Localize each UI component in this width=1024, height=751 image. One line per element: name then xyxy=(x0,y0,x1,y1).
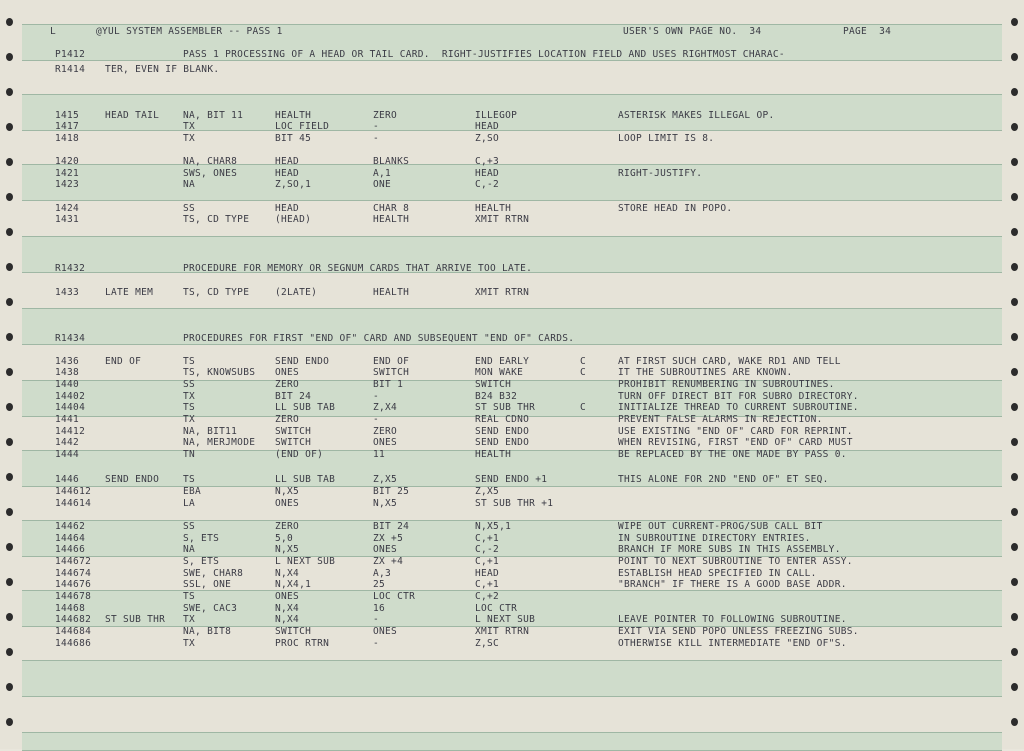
field-opcode: NA, BIT8 xyxy=(183,626,232,637)
field-f4: 25 xyxy=(373,579,386,590)
field-f4: SWITCH xyxy=(373,367,410,378)
field-comment: WIPE OUT CURRENT-PROG/SUB CALL BIT xyxy=(618,521,823,532)
field-addr: (HEAD) xyxy=(275,214,312,225)
field-loc: 1433 xyxy=(55,287,80,298)
field-comment: IT THE SUBROUTINES ARE KNOWN. xyxy=(618,367,793,378)
field-addr: ONES xyxy=(275,498,300,509)
field-opcode: TX xyxy=(183,391,196,402)
field-addr: N,X5 xyxy=(275,486,300,497)
field-addr: LL SUB TAB xyxy=(275,402,336,413)
listing-line xyxy=(0,545,1024,555)
field-loc: 144672 xyxy=(55,556,92,567)
header-page: PAGE 34 xyxy=(843,26,892,37)
field-opcode: SWS, ONES xyxy=(183,168,238,179)
field-addr: LL SUB TAB xyxy=(275,474,336,485)
field-opcode: PROCEDURE FOR MEMORY OR SEGNUM CARDS THAT ARRIVE TOO LATE. xyxy=(183,263,533,274)
field-f5: HEAD xyxy=(475,568,500,579)
field-loc: P1412 xyxy=(55,49,86,60)
field-loc: 144614 xyxy=(55,498,92,509)
field-loc: 1420 xyxy=(55,156,80,167)
field-opcode: TN xyxy=(183,449,196,460)
field-f5: C,+3 xyxy=(475,156,500,167)
paper-band xyxy=(22,660,1002,697)
field-f5: XMIT RTRN xyxy=(475,214,530,225)
field-comment: WHEN REVISING, FIRST "END OF" CARD MUST xyxy=(618,437,853,448)
field-f5: C,+2 xyxy=(475,591,500,602)
listing-line xyxy=(0,450,1024,460)
tractor-hole xyxy=(1011,18,1018,26)
field-addr: SEND ENDO xyxy=(275,356,330,367)
tractor-hole xyxy=(1011,718,1018,726)
field-comment: OTHERWISE KILL INTERMEDIATE "END OF"S. xyxy=(618,638,847,649)
field-f5: REAL CDNO xyxy=(475,414,530,425)
field-comment: ESTABLISH HEAD SPECIFIED IN CALL. xyxy=(618,568,817,579)
field-addr: ONES xyxy=(275,367,300,378)
field-loc: R1432 xyxy=(55,263,86,274)
field-addr: HEAD xyxy=(275,203,300,214)
field-f5: Z,SC xyxy=(475,638,500,649)
field-flag: C xyxy=(580,356,587,367)
field-f4: 16 xyxy=(373,603,386,614)
listing-line xyxy=(0,557,1024,567)
field-comment: TURN OFF DIRECT BIT FOR SUBRO DIRECTORY. xyxy=(618,391,859,402)
field-opcode: TS xyxy=(183,402,196,413)
field-f4: BIT 1 xyxy=(373,379,404,390)
listing-line xyxy=(0,522,1024,532)
listing-line xyxy=(0,615,1024,625)
listing-line xyxy=(0,65,1024,75)
header-own-page: USER'S OWN PAGE NO. 34 xyxy=(623,26,762,37)
field-opcode: TX xyxy=(183,414,196,425)
field-loc: 1421 xyxy=(55,168,80,179)
field-f5: SEND ENDO +1 xyxy=(475,474,548,485)
field-opcode: PASS 1 PROCESSING OF A HEAD OR TAIL CARD. RIGHT-JUSTIFIES LOCATION FIELD AND USES RIGHTMOST CHARAC- xyxy=(183,49,785,60)
tractor-hole xyxy=(1011,648,1018,656)
field-opcode: NA, MERJMODE xyxy=(183,437,256,448)
listing-line xyxy=(0,180,1024,190)
field-f5: C,-2 xyxy=(475,544,500,555)
listing-line xyxy=(0,134,1024,144)
field-opcode: TX xyxy=(183,121,196,132)
tractor-hole xyxy=(6,228,13,236)
tractor-hole xyxy=(6,683,13,691)
field-f5: ILLEGOP xyxy=(475,110,518,121)
field-loc: R1434 xyxy=(55,333,86,344)
field-f4: ZERO xyxy=(373,426,398,437)
listing-line xyxy=(0,157,1024,167)
field-opcode: LA xyxy=(183,498,196,509)
listing-line xyxy=(0,487,1024,497)
listing-line xyxy=(0,499,1024,509)
field-f4: - xyxy=(373,614,380,625)
listing-line xyxy=(0,639,1024,649)
field-opcode: NA, BIT11 xyxy=(183,426,238,437)
field-opcode: NA, BIT 11 xyxy=(183,110,244,121)
field-addr: N,X4 xyxy=(275,568,300,579)
field-loc: 1431 xyxy=(55,214,80,225)
field-f5: Z,SO xyxy=(475,133,500,144)
field-f4: A,1 xyxy=(373,168,392,179)
field-loc: 1417 xyxy=(55,121,80,132)
listing-line xyxy=(0,380,1024,390)
field-f5: HEALTH xyxy=(475,203,512,214)
field-f5: ST SUB THR +1 xyxy=(475,498,554,509)
field-opcode: SWE, CHAR8 xyxy=(183,568,244,579)
field-flag: C xyxy=(580,402,587,413)
field-comment: "BRANCH" IF THERE IS A GOOD BASE ADDR. xyxy=(618,579,847,590)
field-label: HEAD TAIL xyxy=(105,110,160,121)
field-f4: A,3 xyxy=(373,568,392,579)
field-comment: LOOP LIMIT IS 8. xyxy=(618,133,715,144)
field-comment: INITIALIZE THREAD TO CURRENT SUBROUTINE. xyxy=(618,402,859,413)
field-f4: Z,X5 xyxy=(373,474,398,485)
field-addr: HEAD xyxy=(275,156,300,167)
field-f5: XMIT RTRN xyxy=(475,626,530,637)
listing-line xyxy=(0,288,1024,298)
field-comment: RIGHT-JUSTIFY. xyxy=(618,168,703,179)
field-comment: STORE HEAD IN POPO. xyxy=(618,203,733,214)
field-opcode: TX xyxy=(183,133,196,144)
field-opcode: SS xyxy=(183,521,196,532)
field-loc: R1414 xyxy=(55,64,86,75)
field-f4: ONES xyxy=(373,437,398,448)
field-f4: N,X5 xyxy=(373,498,398,509)
field-f4: CHAR 8 xyxy=(373,203,410,214)
listing-line xyxy=(0,215,1024,225)
tractor-hole xyxy=(6,193,13,201)
field-label: END OF xyxy=(105,356,142,367)
field-f5: C,+1 xyxy=(475,556,500,567)
field-f4: HEALTH xyxy=(373,287,410,298)
field-loc: 144684 xyxy=(55,626,92,637)
field-loc: 1424 xyxy=(55,203,80,214)
field-f4: - xyxy=(373,133,380,144)
field-addr: ZERO xyxy=(275,414,300,425)
field-f4: HEALTH xyxy=(373,214,410,225)
field-loc: 1423 xyxy=(55,179,80,190)
field-f4: - xyxy=(373,391,380,402)
listing-line xyxy=(0,592,1024,602)
field-comment: PROHIBIT RENUMBERING IN SUBROUTINES. xyxy=(618,379,835,390)
field-addr: ZERO xyxy=(275,379,300,390)
field-loc: 1442 xyxy=(55,437,80,448)
field-f4: 11 xyxy=(373,449,386,460)
field-f5: END EARLY xyxy=(475,356,530,367)
listing-line xyxy=(0,334,1024,344)
tractor-hole xyxy=(6,508,13,516)
listing-line xyxy=(0,569,1024,579)
field-opcode: S, ETS xyxy=(183,556,220,567)
field-addr: HEAD xyxy=(275,168,300,179)
field-f4: ZX +4 xyxy=(373,556,404,567)
header-left-code: L xyxy=(50,26,57,37)
field-loc: 14462 xyxy=(55,521,86,532)
listing-line xyxy=(0,580,1024,590)
field-addr: LOC FIELD xyxy=(275,121,330,132)
field-f4: BIT 24 xyxy=(373,521,410,532)
listing-line xyxy=(0,534,1024,544)
listing-line xyxy=(0,403,1024,413)
listing-line xyxy=(0,368,1024,378)
field-loc: 1418 xyxy=(55,133,80,144)
field-addr: ZERO xyxy=(275,521,300,532)
field-addr: N,X4 xyxy=(275,603,300,614)
field-f5: XMIT RTRN xyxy=(475,287,530,298)
tractor-hole xyxy=(6,648,13,656)
tractor-hole xyxy=(1011,508,1018,516)
field-loc: 144678 xyxy=(55,591,92,602)
field-f4: END OF xyxy=(373,356,410,367)
field-flag: C xyxy=(580,367,587,378)
field-opcode: NA xyxy=(183,179,196,190)
listing-line xyxy=(0,627,1024,637)
field-comment: IN SUBROUTINE DIRECTORY ENTRIES. xyxy=(618,533,811,544)
field-addr: N,X4,1 xyxy=(275,579,312,590)
field-addr: BIT 45 xyxy=(275,133,312,144)
field-opcode: NA xyxy=(183,544,196,555)
field-opcode: SS xyxy=(183,379,196,390)
field-addr: SWITCH xyxy=(275,437,312,448)
field-opcode: TX xyxy=(183,614,196,625)
field-opcode: SWE, CAC3 xyxy=(183,603,238,614)
field-loc: 144676 xyxy=(55,579,92,590)
field-opcode: TS, CD TYPE xyxy=(183,214,250,225)
field-addr: (END OF) xyxy=(275,449,324,460)
field-addr: 5,0 xyxy=(275,533,294,544)
field-loc: 144674 xyxy=(55,568,92,579)
field-f4: ONES xyxy=(373,626,398,637)
header-line xyxy=(0,27,1024,37)
field-f4: - xyxy=(373,638,380,649)
field-f4: - xyxy=(373,121,380,132)
tractor-hole xyxy=(1011,193,1018,201)
field-f4: ONES xyxy=(373,544,398,555)
field-loc: 1436 xyxy=(55,356,80,367)
field-loc: 1444 xyxy=(55,449,80,460)
field-loc: 14402 xyxy=(55,391,86,402)
tractor-hole xyxy=(1011,298,1018,306)
field-f5: SWITCH xyxy=(475,379,512,390)
field-loc: 1446 xyxy=(55,474,80,485)
paper-band xyxy=(22,732,1002,751)
field-addr: ONES xyxy=(275,591,300,602)
tractor-hole xyxy=(6,88,13,96)
field-loc: 14464 xyxy=(55,533,86,544)
field-opcode: TS, CD TYPE xyxy=(183,287,250,298)
field-addr: Z,SO,1 xyxy=(275,179,312,190)
tractor-hole xyxy=(6,718,13,726)
field-f4: ONE xyxy=(373,179,392,190)
field-f5: ST SUB THR xyxy=(475,402,536,413)
field-opcode: TS xyxy=(183,356,196,367)
field-comment: AT FIRST SUCH CARD, WAKE RD1 AND TELL xyxy=(618,356,841,367)
field-addr: N,X4 xyxy=(275,614,300,625)
field-label: LATE MEM xyxy=(105,287,154,298)
field-opcode: S, ETS xyxy=(183,533,220,544)
field-f4: BLANKS xyxy=(373,156,410,167)
field-comment: THIS ALONE FOR 2ND "END OF" ET SEQ. xyxy=(618,474,829,485)
field-opcode: TS xyxy=(183,474,196,485)
listing-line xyxy=(0,415,1024,425)
field-loc: 1415 xyxy=(55,110,80,121)
tractor-hole xyxy=(1011,228,1018,236)
tractor-hole xyxy=(6,298,13,306)
field-addr: HEALTH xyxy=(275,110,312,121)
field-addr: SWITCH xyxy=(275,626,312,637)
field-comment: ASTERISK MAKES ILLEGAL OP. xyxy=(618,110,775,121)
field-loc: 14412 xyxy=(55,426,86,437)
field-f5: C,-2 xyxy=(475,179,500,190)
listing-line xyxy=(0,50,1024,60)
field-loc: 14404 xyxy=(55,402,86,413)
field-label: ST SUB THR xyxy=(105,614,166,625)
field-f5: SEND ENDO xyxy=(475,426,530,437)
field-f5: L NEXT SUB xyxy=(475,614,536,625)
tractor-hole xyxy=(6,18,13,26)
listing-line xyxy=(0,427,1024,437)
field-opcode: SS xyxy=(183,203,196,214)
field-opcode: TS, KNOWSUBS xyxy=(183,367,256,378)
field-label: SEND ENDO xyxy=(105,474,160,485)
listing-line xyxy=(0,111,1024,121)
field-comment: USE EXISTING "END OF" CARD FOR REPRINT. xyxy=(618,426,853,437)
field-addr: (2LATE) xyxy=(275,287,318,298)
listing-line xyxy=(0,438,1024,448)
field-f5: LOC CTR xyxy=(475,603,518,614)
field-comment: BRANCH IF MORE SUBS IN THIS ASSEMBLY. xyxy=(618,544,841,555)
listing-line xyxy=(0,264,1024,274)
field-loc: 14468 xyxy=(55,603,86,614)
field-f5: B24 B32 xyxy=(475,391,518,402)
field-addr: N,X5 xyxy=(275,544,300,555)
field-f5: C,+1 xyxy=(475,533,500,544)
field-f4: BIT 25 xyxy=(373,486,410,497)
field-loc: 144612 xyxy=(55,486,92,497)
field-loc: 1441 xyxy=(55,414,80,425)
field-comment: PREVENT FALSE ALARMS IN REJECTION. xyxy=(618,414,823,425)
field-comment: LEAVE POINTER TO FOLLOWING SUBROUTINE. xyxy=(618,614,847,625)
field-f5: Z,X5 xyxy=(475,486,500,497)
field-f4: LOC CTR xyxy=(373,591,416,602)
field-f5: HEAD xyxy=(475,121,500,132)
field-f5: HEAD xyxy=(475,168,500,179)
field-addr: BIT 24 xyxy=(275,391,312,402)
field-loc: 14466 xyxy=(55,544,86,555)
field-f4: ZERO xyxy=(373,110,398,121)
field-comment: EXIT VIA SEND POPO UNLESS FREEZING SUBS. xyxy=(618,626,859,637)
listing-line xyxy=(0,357,1024,367)
field-comment: POINT TO NEXT SUBROUTINE TO ENTER ASSY. xyxy=(618,556,853,567)
field-f5: C,+1 xyxy=(475,579,500,590)
listing-line xyxy=(0,122,1024,132)
field-comment: BE REPLACED BY THE ONE MADE BY PASS 0. xyxy=(618,449,847,460)
field-opcode: EBA xyxy=(183,486,202,497)
field-loc: 1438 xyxy=(55,367,80,378)
field-opcode: NA, CHAR8 xyxy=(183,156,238,167)
listing-line xyxy=(0,169,1024,179)
field-label: TER, EVEN IF BLANK. xyxy=(105,64,220,75)
field-opcode: TS xyxy=(183,591,196,602)
field-f4: ZX +5 xyxy=(373,533,404,544)
field-f5: MON WAKE xyxy=(475,367,524,378)
listing-line xyxy=(0,604,1024,614)
field-f5: N,X5,1 xyxy=(475,521,512,532)
listing-line xyxy=(0,475,1024,485)
field-opcode: TX xyxy=(183,638,196,649)
field-addr: SWITCH xyxy=(275,426,312,437)
tractor-hole xyxy=(1011,88,1018,96)
field-f4: Z,X4 xyxy=(373,402,398,413)
listing-line xyxy=(0,204,1024,214)
field-addr: PROC RTRN xyxy=(275,638,330,649)
field-f5: HEALTH xyxy=(475,449,512,460)
field-loc: 144686 xyxy=(55,638,92,649)
tractor-hole xyxy=(1011,683,1018,691)
field-opcode: PROCEDURES FOR FIRST "END OF" CARD AND SUBSEQUENT "END OF" CARDS. xyxy=(183,333,575,344)
field-f4: - xyxy=(373,414,380,425)
field-opcode: SSL, ONE xyxy=(183,579,232,590)
field-addr: L NEXT SUB xyxy=(275,556,336,567)
field-f5: SEND ENDO xyxy=(475,437,530,448)
listing-line xyxy=(0,392,1024,402)
field-loc: 1440 xyxy=(55,379,80,390)
field-loc: 144682 xyxy=(55,614,92,625)
header-title: @YUL SYSTEM ASSEMBLER -- PASS 1 xyxy=(96,26,283,37)
